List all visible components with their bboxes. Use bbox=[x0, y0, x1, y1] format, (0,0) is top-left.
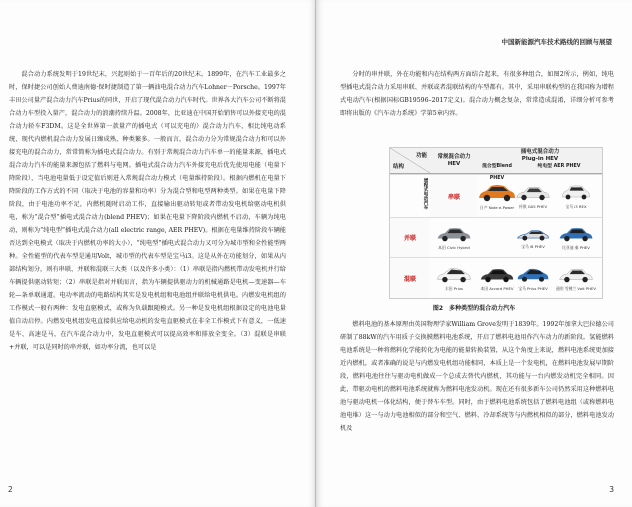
right-page bbox=[316, 0, 632, 507]
car-cell-empty bbox=[478, 217, 516, 257]
car-image-white-compact bbox=[560, 183, 592, 203]
car-image-gray-sedan bbox=[435, 224, 473, 244]
row-label-series: 串联 bbox=[430, 174, 478, 217]
right-page-number: 3 bbox=[609, 485, 614, 494]
car-cell bbox=[478, 257, 516, 298]
car-cell bbox=[430, 217, 478, 257]
header-phev: 插电式混合动力 Plug-in HEV bbox=[520, 149, 560, 162]
header-aer-phev: 纯电型 AER PHEV bbox=[537, 164, 581, 169]
figure-table bbox=[389, 147, 603, 299]
left-page-number: 2 bbox=[8, 485, 13, 494]
car-caption: 宝马 i8 PHEV bbox=[521, 244, 545, 249]
car-cell bbox=[516, 257, 550, 298]
car-image-white-volt bbox=[556, 265, 596, 285]
range-extender-label: 增程式电动汽车 bbox=[423, 178, 428, 210]
car-image-sport-coupe bbox=[516, 225, 550, 243]
hybrid-types-figure bbox=[389, 147, 601, 297]
car-caption: 传祺 GA5 PHEV bbox=[518, 203, 548, 209]
car-cell bbox=[550, 217, 602, 257]
car-cell bbox=[516, 174, 550, 217]
left-body-text: 混合动力系统发明于19世纪末，兴起则始于一百年后的20世纪末。1899年，在汽车工业最多之时，保时捷公司创始人费迪南德·保时捷制造了第一辆油电混合动力汽车Lohner－Porsche。1997年丰田公司量产混合动力汽车Prius的同世，开启了现代混合动力汽车时代。世界各大汽车公司不断将混合动力车型投入量产，混合动力的浪潮持续升温。2008年，比亚迪在中国开始销售可以外接充电的混合动力轿车F3DM。这是全世界第一款量产的插电式（可以充电的）混合动力汽车，相比纯电动系统，现代内燃机混合动力发展日臻成熟，种类繁多。一般而言，混合动力分为常规混合动力和可以外接充电的混合动力，常常简称为插电式混合动力。有别于常规混合动力汽车单一的能量来源，插电式混合动力汽车的能量来源包括了燃料与电网。插电式混合动力汽车外接充电后优先使用电能（电量下降阶段），当电池电量低于设定值后则进入常规混合动力模式（电量维持阶段）。根据内燃机在电量下降阶段的工作方式的不同（取决于电池的容量和功率）分为混合型和电型两种类型。如果在电量下降阶段，由于电池功率不足，内燃机随时启动工作，直接输出驱动转矩或者带动发电机给驱动电机供电，称为“混合型”插电式混合动力(blend PHEV)；如果在电量下降阶段内燃机不启动，车辆为纯电动，则称为“纯电型”插电式混合动力(all electric range, AER PHEV)。根据在电量维持阶段车辆能否达到全电模式（取决于内燃机功率的大小），“纯电型”插电式混合动力又可分为城市型和全性能型两种。全性能型的代表车型是通用Volt，城市型的代表车型是宝马i3。这是从外在功能划分，如果从内部结构划分，则有串联、并联和混联三大类（以及许多小类）：（1）串联是指内燃机带动发电机并行给车辆提供驱动转矩；（2）串联是指对并联而言，指为车辆提供驱动力的机械通路是电机—变速器—车轮—条单联通道。电功率流动的电路结构其实是发电机组和电池组并联给电机供电。内燃发电机组的工作模式一般有两种：发电直驱模式，或称为负载跟随模式。另一种是发电机组根据设定的电池电量值自动启停。内燃发电机组发电直接供应给电动机的发电直驱模式在非全工作模式下有意义，一低速是车、高速是马，在汽车混合动力中，发电直驱模式可以提高效率和排放全变全。（3）混联是串联+并联，可以是同时的串并联，如功率分流，也可以是 bbox=[9, 71, 286, 351]
car-cell bbox=[550, 174, 602, 217]
car-image-dark-sedan bbox=[479, 265, 515, 285]
right-paragraph-2: 燃料电池的基本原理由英国物理学家William Grove发明于1839年。1992年加拿大巴拉德公司研制了88kW的汽车用质子交换膜燃料电池系统，开启了燃料电池用作汽车动力的新阶段。氢能燃料电池系统是一种将燃料化学能转化为电能的能量转换装置，从这个角度上来说，燃料电池系统更加接近内燃机，或者准确的说是与内燃发电机组功能相同，本质上是一个发电机，在燃料电池发展早期阶段，燃料电池往往与驱动电机做成一个总成去替代内燃机，其功能与一台内燃发动机完全相同。因此，带驱动电机的燃料电池系统就称为燃料电池发动机。现在还有很多新车公司仍然采用这种燃料电池与驱动电机一体化结构，便于替车车型。同时，由于燃料电池系统包括了燃料电池组（或称燃料电池电堆）这一与动力电池相似的部分和空气、燃料、冷却系统等与内燃机相似的部分，燃料电池发动机及 bbox=[340, 321, 614, 432]
car-cell bbox=[550, 257, 602, 298]
car-caption: 日产 Note e-Power bbox=[479, 204, 515, 210]
car-caption: 比亚迪 秦 PHEV bbox=[562, 245, 590, 250]
figure-caption: 图2 多种类型的混合动力汽车 bbox=[432, 305, 516, 312]
running-header: 中国新能源汽车技术路线的回顾与展望 bbox=[501, 38, 612, 46]
car-caption: 宝马 i3 REX bbox=[565, 203, 587, 209]
range-extender-cell bbox=[390, 174, 430, 217]
car-caption: 本田 Accord PHEV bbox=[480, 285, 514, 291]
header-blend-phev: 混合型Blend PHEV bbox=[482, 164, 512, 181]
car-image-white-prius bbox=[435, 265, 473, 285]
car-cell bbox=[478, 174, 516, 217]
car-cell bbox=[516, 217, 550, 257]
right-paragraph-1: 分时的串并联，外在功能和内在结构两方面结合起来，有很多种组合，如图2所示，例如，纯电型插电式混合动力采用串联、并联或者混联结构的车型都有。其中，采用串联构型的在我国称为增程式电动汽车(根据国标GB19596–2017定义)。混合动力概念复杂，常常造成混淆，详细分析可参考即将出版的《汽车动力系统》学第5章内容。 bbox=[340, 71, 614, 117]
corner-structure-label: 结构 bbox=[393, 164, 405, 170]
car-caption: 丰田 Prius bbox=[444, 285, 464, 291]
car-caption: 宝马 Prius PHEV bbox=[518, 285, 548, 291]
car-caption: 本田 Civic Hybrid bbox=[438, 245, 470, 250]
row-label-parallel: 并联 bbox=[390, 217, 430, 257]
corner-function-label: 功能 bbox=[415, 153, 427, 159]
car-cell bbox=[430, 257, 478, 298]
row-label-combined: 混联 bbox=[390, 257, 430, 298]
car-image-blue-hatch bbox=[516, 265, 550, 285]
header-phev-group bbox=[478, 148, 602, 181]
car-caption: 通用 雪佛兰 Volt PHEV bbox=[556, 285, 596, 291]
header-hev: 常规混合动力 HEV bbox=[430, 148, 478, 174]
car-image-blue-sedan bbox=[556, 224, 596, 244]
car-image-white-sedan bbox=[515, 183, 551, 203]
figure-corner-cell bbox=[390, 148, 430, 174]
car-image-orange-hatch bbox=[477, 182, 517, 204]
